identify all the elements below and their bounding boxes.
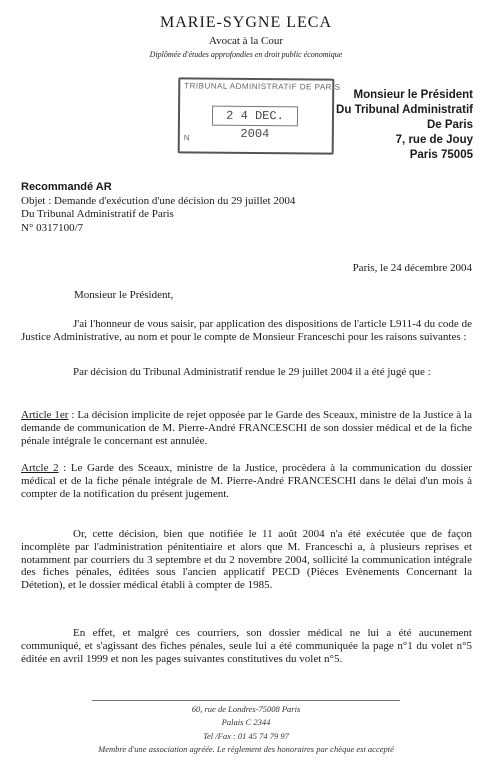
received-stamp	[178, 77, 341, 154]
reference-block	[21, 181, 295, 235]
court-line: Du Tribunal Administratif de Paris	[21, 208, 174, 220]
recipient-line-4: 7, rue de Jouy	[395, 134, 473, 146]
case-number: N° 0317100/7	[21, 221, 84, 234]
paragraph-4: En effet, et malgré ces courriers, son dossier médical ne lui a été aucunement communiqué, et s'agissant des fiches pénales, seule lui a été communiquée la page n°1 du volet n°5 éditée en avril 1999 et non les pages suivantes constitutives du volet n°5.	[21, 627, 472, 665]
recipient-line-3: De Paris	[426, 119, 473, 131]
stamp-court-text: TRIBUNAL ADMINISTRATIF DE PARIS	[184, 81, 341, 92]
paragraph-3: Or, cette décision, bien que notifiée le 11 août 2004 n'a été exécutée que de façon incomplète par l'administration pénitentiaire et alors que M. Franceschi a, à plusieurs reprises et notamment par courriers du 3 septembre et du 2 novembre 2004, sollicité la communication intégrale des fiches pénales, éditées sous l'ancien applicatif PECD (Pièces Evènements Concernant la Détetion), et le dossier médical établi à compter de 1985.	[21, 528, 472, 592]
article-1-label: Article 1er	[21, 409, 69, 421]
salutation: Monsieur le Président,	[74, 289, 174, 301]
footer-palais: Palais C 2344	[221, 717, 271, 727]
recipient-line-5: Paris 75005	[409, 149, 473, 161]
stamp-date: 2 4 DEC. 2004	[212, 106, 298, 127]
mail-type: Recommandé AR	[21, 181, 112, 193]
stamp-number-label: N	[183, 133, 190, 143]
subject-line: Objet : Demande d'exécution d'une décision du 29 juillet 2004	[21, 194, 296, 207]
letterhead-name: MARIE-SYGNE LECA	[160, 14, 332, 31]
place-date: Paris, le 24 décembre 2004	[352, 262, 472, 274]
article-2-label: Artcle 2	[21, 462, 59, 474]
article-1	[21, 409, 472, 447]
article-2-text: : Le Garde des Sceaux, ministre de la Justice, procèdera à la communication du dossier médical et de la fiche pénale intégrale de M. Pierre-André FRANCESCHI dans le délai d'un mois à compter de la notification du présent jugement.	[21, 462, 472, 500]
letterhead-title: Avocat à la Cour	[208, 35, 284, 47]
footer-membership: Membre d'une association agréée. Le règlement des honoraires par chèque est accepté	[98, 744, 394, 754]
footer-divider	[92, 700, 400, 701]
recipient-address	[336, 88, 473, 163]
recipient-line-2: Du Tribunal Administratif	[336, 104, 473, 116]
article-1-text: : La décision implicite de rejet opposée par le Garde des Sceaux, ministre de la Justice à la demande de communication de M. Pierre-André FRANCESCHI de son dossier médical et de la fiche pénale intégrale le concernant est annulée.	[21, 409, 472, 447]
footer-address: 60, rue de Londres-75008 Paris	[191, 704, 301, 714]
recipient-line-1: Monsieur le Président	[353, 89, 473, 101]
paragraph-1: J'ai l'honneur de vous saisir, par application des dispositions de l'article L911-4 du code de Justice Administrative, au nom et pour le compte de Monsieur Franceschi pour les raisons suivantes :	[21, 318, 472, 343]
footer-tel: Tel /Fax : 01 45 74 79 97	[203, 731, 289, 741]
article-2	[21, 462, 472, 500]
letterhead-subtitle: Diplômée d'études approfondies en droit public économique	[149, 50, 343, 59]
paragraph-2: Par décision du Tribunal Administratif rendue le 29 juillet 2004 il a été jugé que :	[73, 366, 431, 378]
